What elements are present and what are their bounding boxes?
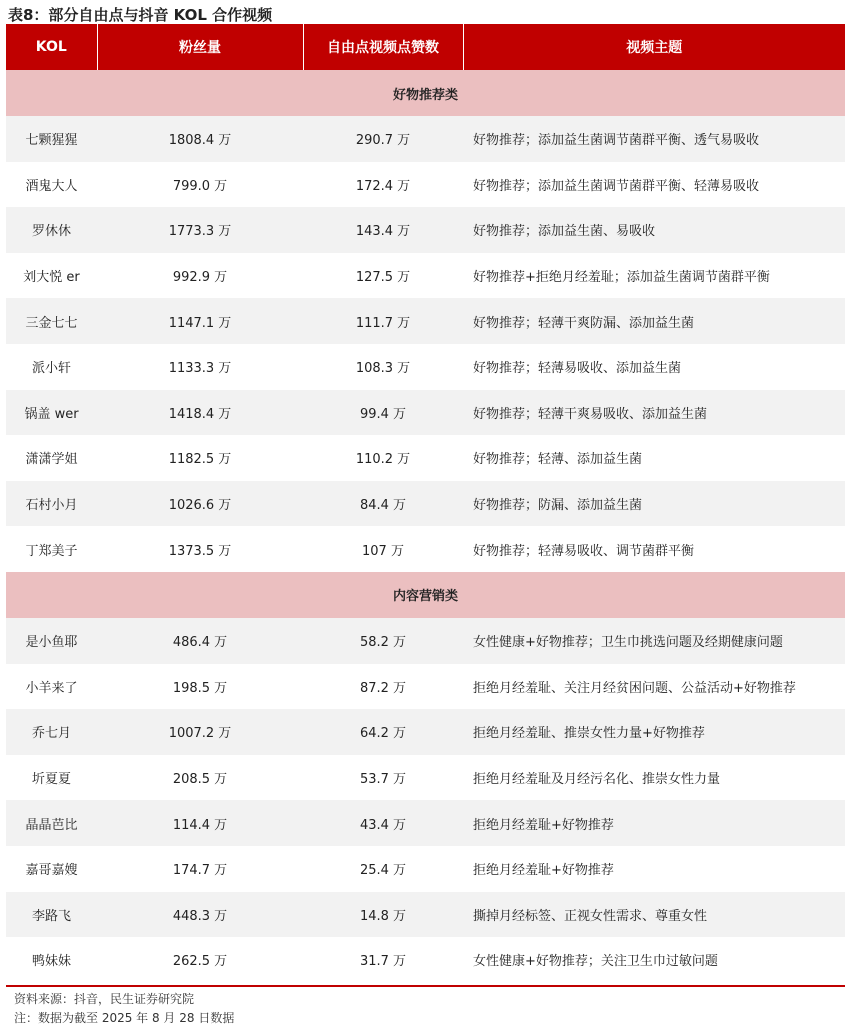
- header-fans: 粉丝量: [97, 24, 303, 70]
- cell-likes: 127.5 万: [355, 270, 411, 286]
- cell-fans: 1026.6 万: [97, 481, 303, 527]
- group-label: 好物推荐类: [6, 70, 845, 116]
- cell-fans: 198.5 万: [172, 680, 228, 696]
- cell-kol: 派小轩: [31, 361, 71, 377]
- cell-topic: 好物推荐；轻薄干爽易吸收、添加益生菌: [463, 390, 845, 436]
- cell-fans: 1182.5 万: [168, 452, 232, 468]
- cell-kol: 小羊来了: [25, 680, 78, 696]
- table-row: [6, 344, 845, 390]
- cell-topic: 拒绝月经羞耻、推崇女性力量+好物推荐: [463, 709, 845, 755]
- header-topic: 视频主题: [463, 24, 845, 70]
- bottom-rule: [6, 985, 845, 987]
- cell-kol: 锅盖 wer: [6, 390, 97, 436]
- table-row: [6, 618, 845, 664]
- table-row: [6, 116, 845, 162]
- cell-likes: 58.2 万: [303, 618, 463, 664]
- cell-fans: 174.7 万: [172, 863, 228, 879]
- cell-kol: 罗休休: [6, 207, 97, 253]
- table-row: [6, 846, 845, 892]
- kol-table-container: [6, 24, 845, 983]
- cell-topic: 拒绝月经羞耻+好物推荐: [473, 863, 614, 879]
- cell-topic: 拒绝月经羞耻+好物推荐: [463, 800, 845, 846]
- cell-topic: 好物推荐；轻薄易吸收、调节菌群平衡: [473, 543, 695, 559]
- cell-kol: 三金七七: [6, 298, 97, 344]
- cell-topic: 女性健康+好物推荐；关注卫生巾过敏问题: [473, 954, 718, 970]
- cell-kol: 李路飞: [6, 892, 97, 938]
- cell-likes: 110.2 万: [355, 452, 411, 468]
- cell-kol: 潇潇学姐: [25, 452, 78, 468]
- header-kol: KOL: [6, 24, 97, 70]
- cell-kol: 石村小月: [6, 481, 97, 527]
- table-body: [6, 70, 845, 983]
- table-row: [6, 253, 845, 299]
- cell-topic: 好物推荐；添加益生菌调节菌群平衡、轻薄易吸收: [473, 178, 760, 194]
- cell-kol: 嘉哥嘉嫂: [25, 863, 78, 879]
- cell-fans: 114.4 万: [97, 800, 303, 846]
- cell-fans: 1133.3 万: [168, 361, 232, 377]
- table-row: [6, 664, 845, 710]
- cell-topic: 好物推荐；添加益生菌、易吸收: [463, 207, 845, 253]
- table-row: [6, 937, 845, 983]
- table-row: [6, 892, 845, 938]
- cell-topic: 好物推荐；添加益生菌调节菌群平衡、透气易吸收: [463, 116, 845, 162]
- cell-likes: 64.2 万: [303, 709, 463, 755]
- cell-kol: 刘大悦 er: [23, 270, 80, 286]
- cell-fans: 1808.4 万: [97, 116, 303, 162]
- cell-topic: 拒绝月经羞耻、关注月经贫困问题、公益活动+好物推荐: [473, 680, 796, 696]
- cell-likes: 53.7 万: [359, 772, 407, 788]
- cell-topic: 拒绝月经羞耻及月经污名化、推崇女性力量: [473, 772, 721, 788]
- cell-kol: 酒鬼大人: [25, 178, 78, 194]
- cell-kol: 乔七月: [6, 709, 97, 755]
- cell-kol: 鸭妹妹: [31, 954, 71, 970]
- group-row: [6, 572, 845, 618]
- table-row: [6, 162, 845, 208]
- cell-likes: 84.4 万: [303, 481, 463, 527]
- cell-kol: 是小鱼耶: [6, 618, 97, 664]
- cell-fans: 992.9 万: [172, 270, 228, 286]
- cell-fans: 799.0 万: [172, 178, 228, 194]
- cell-topic: 好物推荐；轻薄易吸收、添加益生菌: [473, 361, 682, 377]
- table-row: [6, 435, 845, 481]
- cell-fans: 1147.1 万: [97, 298, 303, 344]
- cell-likes: 290.7 万: [303, 116, 463, 162]
- cell-likes: 143.4 万: [303, 207, 463, 253]
- cell-likes: 172.4 万: [355, 178, 411, 194]
- cell-kol: 晶晶芭比: [6, 800, 97, 846]
- cell-fans: 208.5 万: [172, 772, 228, 788]
- cell-kol: 圻夏夏: [31, 772, 71, 788]
- table-row: [6, 800, 845, 846]
- table-row: [6, 709, 845, 755]
- cell-kol: 七颗猩猩: [6, 116, 97, 162]
- cell-fans: 262.5 万: [172, 954, 228, 970]
- table-row: [6, 390, 845, 436]
- cell-likes: 108.3 万: [355, 361, 411, 377]
- cell-fans: 1773.3 万: [97, 207, 303, 253]
- cell-likes: 31.7 万: [359, 954, 407, 970]
- cell-fans: 486.4 万: [97, 618, 303, 664]
- cell-fans: 448.3 万: [97, 892, 303, 938]
- cell-likes: 99.4 万: [303, 390, 463, 436]
- source-note: 资料来源：抖音，民生证券研究院: [14, 992, 195, 1006]
- header-likes: 自由点视频点赞数: [303, 24, 463, 70]
- cell-topic: 撕掉月经标签、正视女性需求、尊重女性: [463, 892, 845, 938]
- cell-topic: 好物推荐；防漏、添加益生菌: [463, 481, 845, 527]
- table-header-row: [6, 24, 845, 70]
- cell-likes: 111.7 万: [303, 298, 463, 344]
- table-row: [6, 298, 845, 344]
- cell-likes: 14.8 万: [303, 892, 463, 938]
- table-row: [6, 207, 845, 253]
- cell-likes: 87.2 万: [359, 680, 407, 696]
- cell-topic: 女性健康+好物推荐；卫生巾挑选问题及经期健康问题: [463, 618, 845, 664]
- cell-fans: 1373.5 万: [168, 543, 232, 559]
- cell-fans: 1007.2 万: [97, 709, 303, 755]
- table-title: 表8：部分自由点与抖音 KOL 合作视频: [8, 6, 273, 24]
- cell-topic: 好物推荐+拒绝月经羞耻；添加益生菌调节菌群平衡: [473, 270, 770, 286]
- table-row: [6, 526, 845, 572]
- cell-topic: 好物推荐；轻薄干爽防漏、添加益生菌: [463, 298, 845, 344]
- table-row: [6, 755, 845, 801]
- group-row: [6, 70, 845, 116]
- cell-likes: 107 万: [362, 543, 404, 559]
- cell-likes: 25.4 万: [359, 863, 407, 879]
- table-row: [6, 481, 845, 527]
- cell-kol: 丁郑美子: [25, 543, 78, 559]
- cell-likes: 43.4 万: [303, 800, 463, 846]
- date-note: 注：数据为截至 2025 年 8 月 28 日数据: [14, 1011, 235, 1025]
- cell-topic: 好物推荐；轻薄、添加益生菌: [473, 452, 643, 468]
- kol-table: [6, 24, 845, 983]
- group-label: 内容营销类: [6, 572, 845, 618]
- cell-fans: 1418.4 万: [97, 390, 303, 436]
